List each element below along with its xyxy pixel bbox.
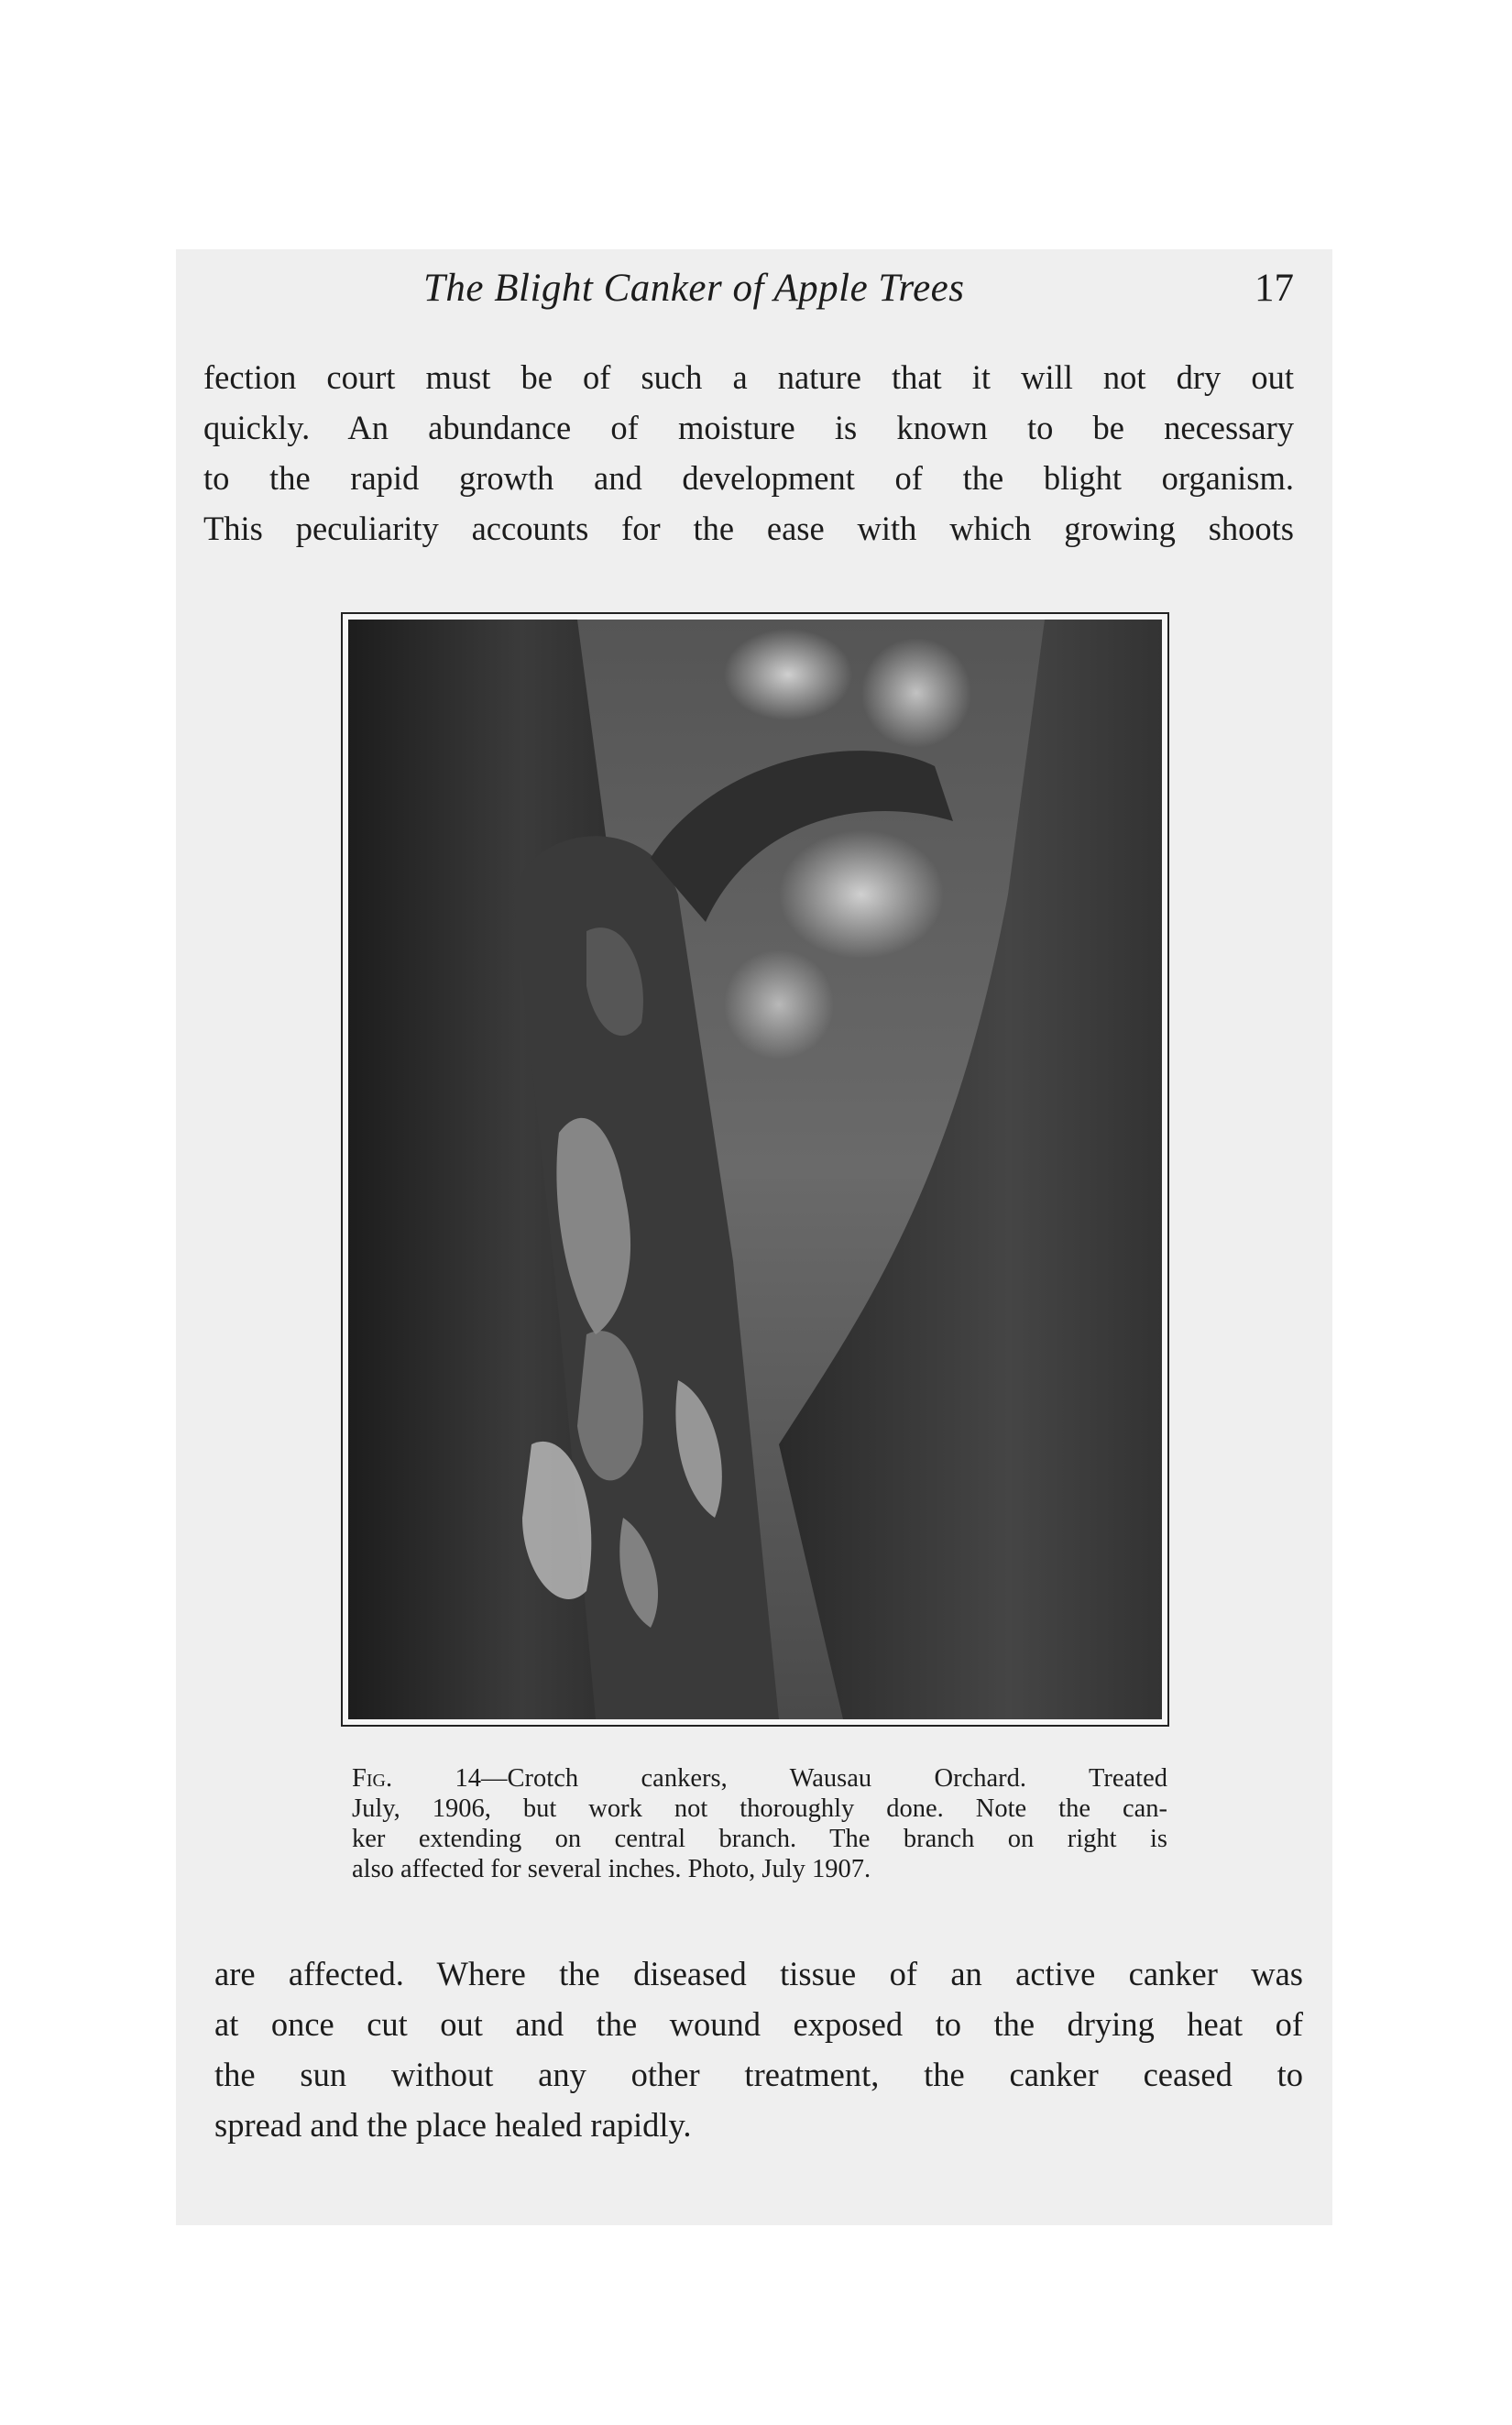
figure-label: Fig. [352,1764,393,1793]
page-number: 17 [1255,267,1294,310]
running-title: The Blight Canker of Apple Trees [423,267,965,310]
running-head [176,266,1332,321]
tree-crotch-photo [348,620,1162,1719]
paragraph-line: spread and the place healed rapidly. [214,2106,692,2144]
figure-photo-frame [341,612,1169,1727]
paragraph-top [203,352,1294,554]
caption-line-1-text: 14—Crotch cankers, Wausau Orchard. Treated [392,1764,1167,1793]
caption-line: also affected for several inches. Photo, July 1907. [352,1855,871,1883]
paragraph-line: at once cut out and the wound exposed to the drying heat of [214,2005,1303,2043]
paragraph-line: quickly. An abundance of moisture is known to be necessary [203,409,1294,446]
paragraph-line: are affected. Where the diseased tissue of an active canker was [214,1955,1303,1992]
paragraph-line: the sun without any other treatment, the canker ceased to [214,2056,1303,2093]
book-page [176,249,1332,2225]
paragraph-line: fection court must be of such a nature that it will not dry out [203,358,1294,396]
caption-line [352,1763,1167,1794]
figure-caption [352,1763,1167,1884]
paragraph-line: to the rapid growth and development of the blight organism. [203,459,1294,497]
caption-line: ker extending on central branch. The branch on right is [352,1825,1167,1853]
paragraph-bottom [214,1948,1303,2150]
caption-line: July, 1906, but work not thoroughly done. Note the can- [352,1794,1167,1823]
paragraph-line: This peculiarity accounts for the ease with which growing shoots [203,510,1294,547]
